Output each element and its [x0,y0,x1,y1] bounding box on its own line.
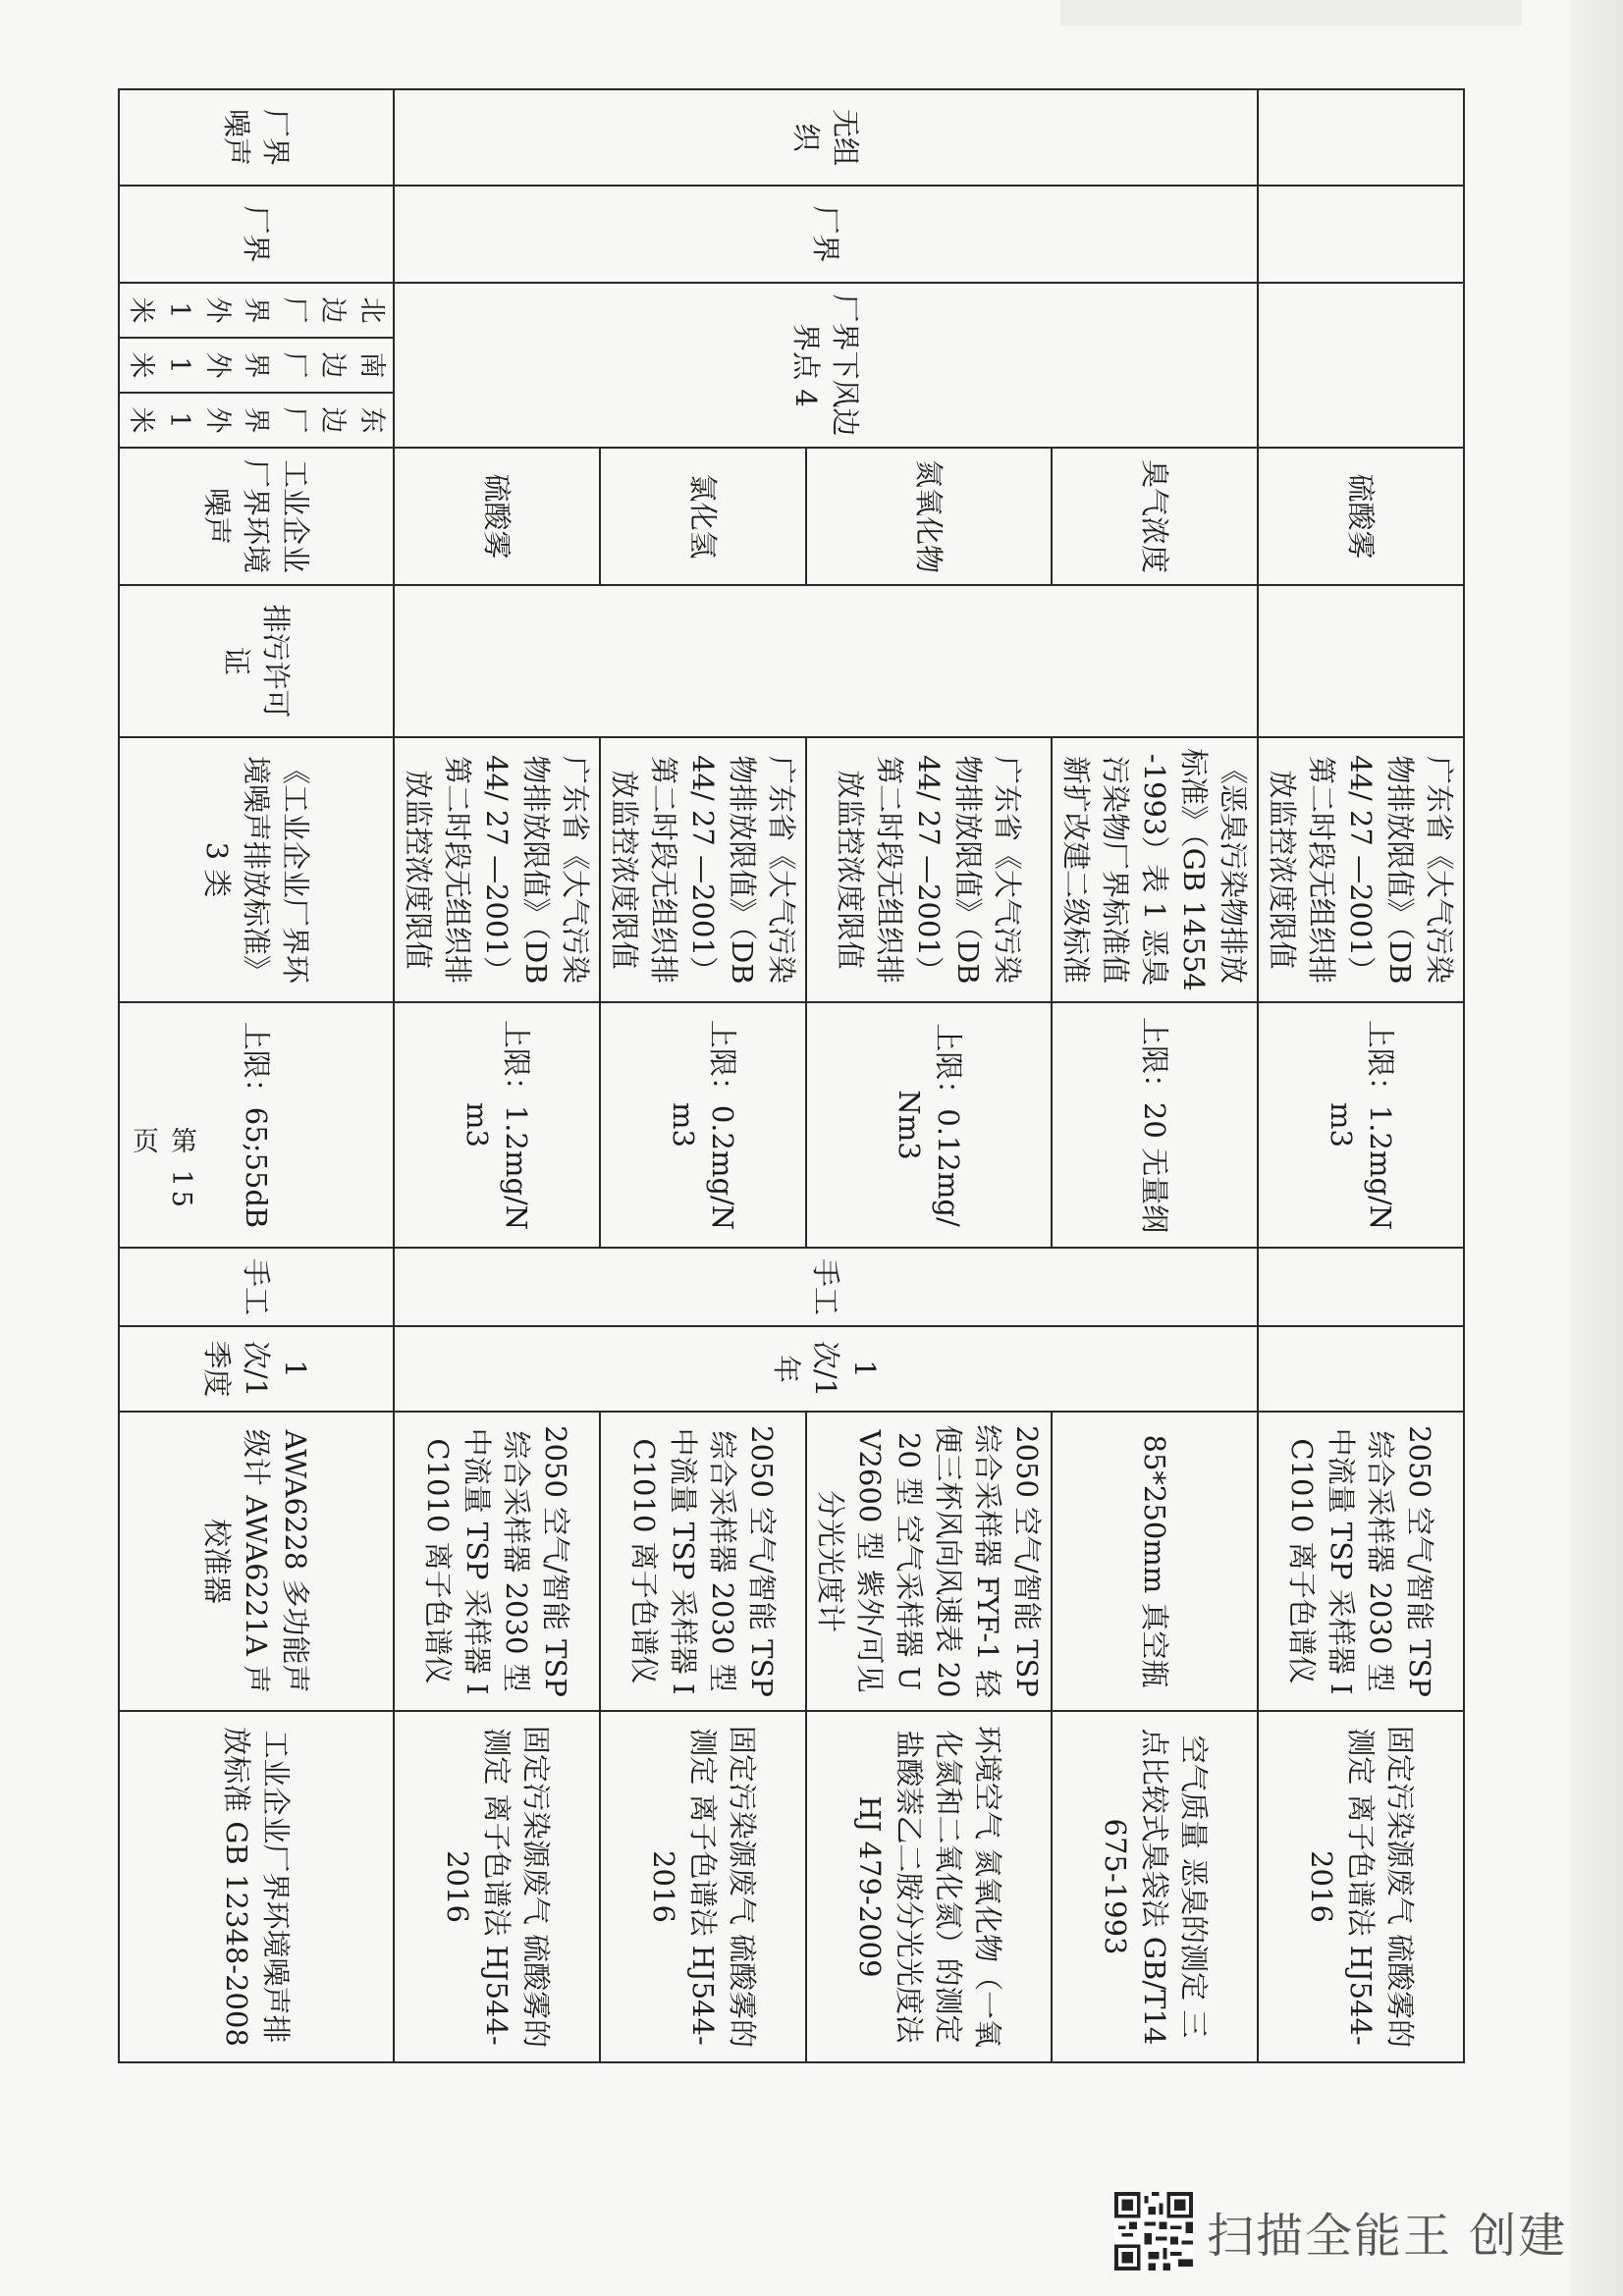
cell-category [1258,89,1464,186]
cell-frequency: 1 次/1 季度 [119,1326,394,1412]
cell-instrument: 2050 空气/智能 TSP 综合采样器 FYF-1 轻便三杯风向风速表 2020 型 空气采样器 UV2600 型 紫外/可见分光光度计 [806,1412,1052,1711]
cell-permit [1258,585,1464,737]
cell-point-south: 南边厂界外 1 米 [119,338,394,393]
page-number: 第 15 页 [128,1127,196,1211]
cell-indicator: 氯化氢 [600,448,806,585]
cell-limit: 上限：20 无量纲 [1052,1002,1258,1248]
scan-top-strip [1060,0,1522,26]
cell-method: 手工 [394,1248,1258,1326]
cell-instrument: 2050 空气/智能 TSP 综合采样器 2030 型 中流量 TSP 采样器 IC1010 离子色谱仪 [394,1412,600,1711]
cell-method [1258,1248,1464,1326]
cell-instrument: 2050 空气/智能 TSP 综合采样器 2030 型 中流量 TSP 采样器 IC1010 离子色谱仪 [600,1412,806,1711]
cell-indicator: 工业企业厂界环境噪声 [119,448,394,585]
cell-location [1258,186,1464,283]
cell-permit [394,585,1258,737]
cell-analysis: 空气质量 恶臭的测定 三点比较式臭袋法 GB/T14675-1993 [1052,1711,1258,2062]
cell-indicator: 氮氧化物 [806,448,1052,585]
cell-point [1258,283,1464,448]
cell-standard: 广东省《大气污染物排放限值》（DB44/ 27 —2001）第二时段无组织排放监控浓度限值 [806,737,1052,1002]
cell-frequency: 1 次/1 年 [394,1326,1258,1412]
cell-location: 厂界 [119,186,394,283]
cell-standard: 《工业企业厂界环境噪声排放标准》3 类 [119,737,394,1002]
cell-indicator: 硫酸雾 [1258,448,1464,585]
cell-standard: 《恶臭污染物排放标准》（GB 14554-1993）表 1 恶臭污染物厂界标准值新扩改建二级标准 [1052,737,1258,1002]
cell-limit: 上限：0.12mg/Nm3 [806,1002,1052,1248]
cell-location: 厂界 [394,186,1258,283]
table-row [1258,89,1464,2062]
cell-limit: 上限：1.2mg/Nm3 [1258,1002,1464,1248]
table-row [1052,89,1258,2062]
cell-frequency [1258,1326,1464,1412]
monitoring-table [118,88,1465,2063]
cell-analysis: 固定污染源废气 硫酸雾的测定 离子色谱法 HJ544-2016 [600,1711,806,2062]
cell-category: 无组织 [394,89,1258,186]
cell-point: 厂界下风边界点 4 [394,283,1258,448]
cell-analysis: 工业企业厂界环境噪声排放标准 GB 12348-2008 [119,1711,394,2062]
cell-instrument: 85*250mm 真空瓶 [1052,1412,1258,1711]
cell-standard: 广东省《大气污染物排放限值》（DB44/ 27 —2001）第二时段无组织排放监控浓度限值 [1258,737,1464,1002]
table-row-noise [119,89,394,2062]
cell-standard: 广东省《大气污染物排放限值》（DB44/ 27 —2001）第二时段无组织排放监控浓度限值 [394,737,600,1002]
cell-method: 手工 [119,1248,394,1326]
cell-limit: 上限：1.2mg/Nm3 [394,1002,600,1248]
cell-point-east: 东边厂界外 1 米 [119,393,394,448]
cell-indicator: 臭气浓度 [1052,448,1258,585]
cell-standard: 广东省《大气污染物排放限值》（DB44/ 27 —2001）第二时段无组织排放监控浓度限值 [600,737,806,1002]
cell-analysis: 固定污染源废气 硫酸雾的测定 离子色谱法 HJ544-2016 [1258,1711,1464,2062]
scanner-watermark [1114,2192,1567,2270]
cell-instrument: 2050 空气/智能 TSP 综合采样器 2030 型 中流量 TSP 采样器 IC1010 离子色谱仪 [1258,1412,1464,1711]
cell-instrument: AWA6228 多功能声级计 AWA6221A 声校准器 [119,1412,394,1711]
cell-category: 厂界噪声 [119,89,394,186]
brand-text: 扫描全能王 创建 [1207,2208,1568,2264]
qr-code-icon [1114,2192,1193,2270]
cell-permit: 排污许可证 [119,585,394,737]
cell-point-north: 北边厂界外 1 米 [119,283,394,338]
cell-analysis: 环境空气 氮氧化物（一氧化氮和二氧化氮）的测定 盐酸萘乙二胺分光光度法 HJ 479-2009 [806,1711,1052,2062]
cell-analysis: 固定污染源废气 硫酸雾的测定 离子色谱法 HJ544-2016 [394,1711,600,2062]
cell-limit: 上限：65;55dB [119,1002,394,1248]
cell-indicator: 硫酸雾 [394,448,600,585]
page-edge-shadow [1571,0,1623,2296]
cell-limit: 上限：0.2mg/Nm3 [600,1002,806,1248]
